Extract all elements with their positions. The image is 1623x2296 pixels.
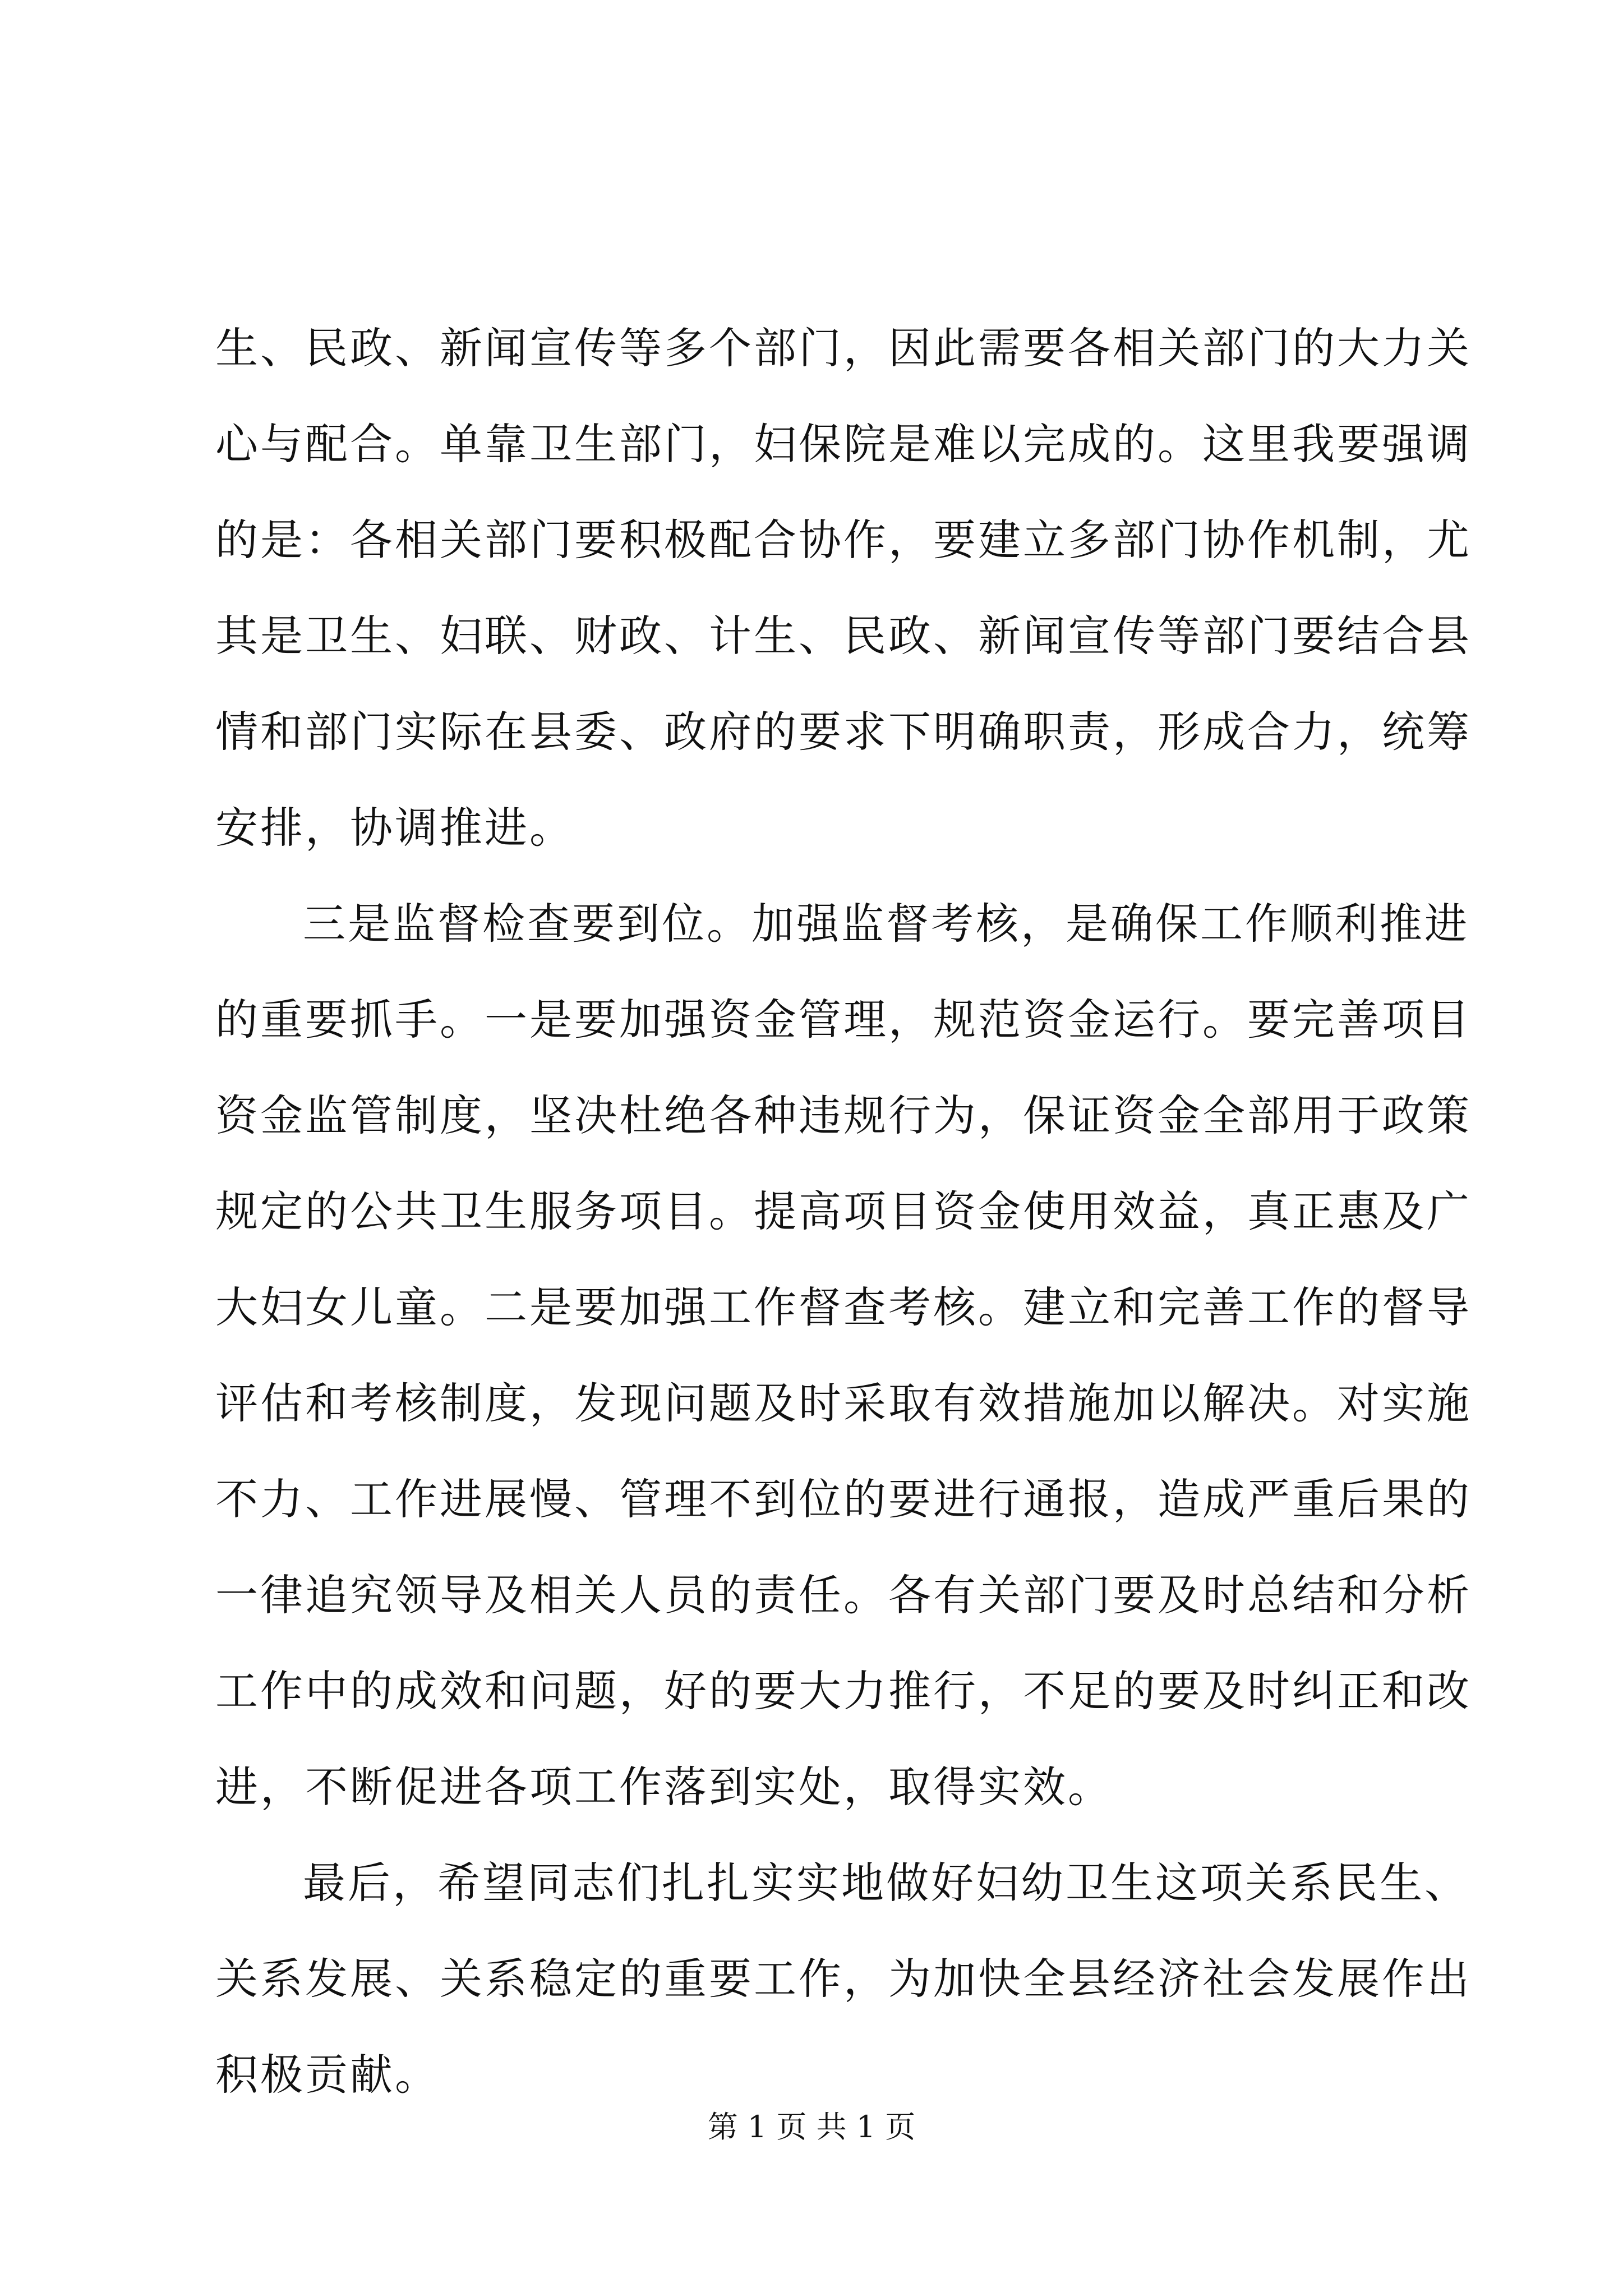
- text-line: 其是卫生、妇联、财政、计生、民政、新闻宣传等部门要结合县: [215, 611, 1472, 661]
- text-line: 的重要抓手。一是要加强资金管理，规范资金运行。要完善项目: [215, 995, 1472, 1045]
- text-line: 生、民政、新闻宣传等多个部门，因此需要各相关部门的大力关: [215, 323, 1472, 373]
- text-line: 工作中的成效和问题，好的要大力推行，不足的要及时纠正和改: [215, 1666, 1472, 1716]
- text-line: 关系发展、关系稳定的重要工作，为加快全县经济社会发展作出: [215, 1954, 1472, 2004]
- page-number-footer: 第 1 页 共 1 页: [707, 2109, 916, 2145]
- text-line: 进，不断促进各项工作落到实处，取得实效。: [215, 1762, 1113, 1812]
- text-line: 评估和考核制度，发现问题及时采取有效措施加以解决。对实施: [215, 1378, 1472, 1428]
- text-line: 安排，协调推进。: [215, 803, 574, 853]
- document-body: [215, 300, 1472, 2123]
- text-line: 的是：各相关部门要积极配合协作，要建立多部门协作机制，尤: [215, 515, 1472, 565]
- text-line: 心与配合。单靠卫生部门，妇保院是难以完成的。这里我要强调: [215, 419, 1472, 469]
- text-line: 积极贡献。: [215, 2050, 440, 2100]
- text-line: 规定的公共卫生服务项目。提高项目资金使用效益，真正惠及广: [215, 1186, 1472, 1236]
- text-line: 大妇女儿童。二是要加强工作督查考核。建立和完善工作的督导: [215, 1282, 1472, 1332]
- paragraph-first-line: 最后，希望同志们扎扎实实地做好妇幼卫生这项关系民生、: [303, 1858, 1469, 1908]
- paragraph-first-line: 三是监督检查要到位。加强监督考核，是确保工作顺利推进: [303, 899, 1469, 949]
- text-line: 情和部门实际在县委、政府的要求下明确职责，形成合力，统筹: [215, 707, 1472, 757]
- text-line: 一律追究领导及相关人员的责任。各有关部门要及时总结和分析: [215, 1570, 1472, 1620]
- text-line: 不力、工作进展慢、管理不到位的要进行通报，造成严重后果的: [215, 1474, 1472, 1524]
- text-line: 资金监管制度，坚决杜绝各种违规行为，保证资金全部用于政策: [215, 1091, 1472, 1140]
